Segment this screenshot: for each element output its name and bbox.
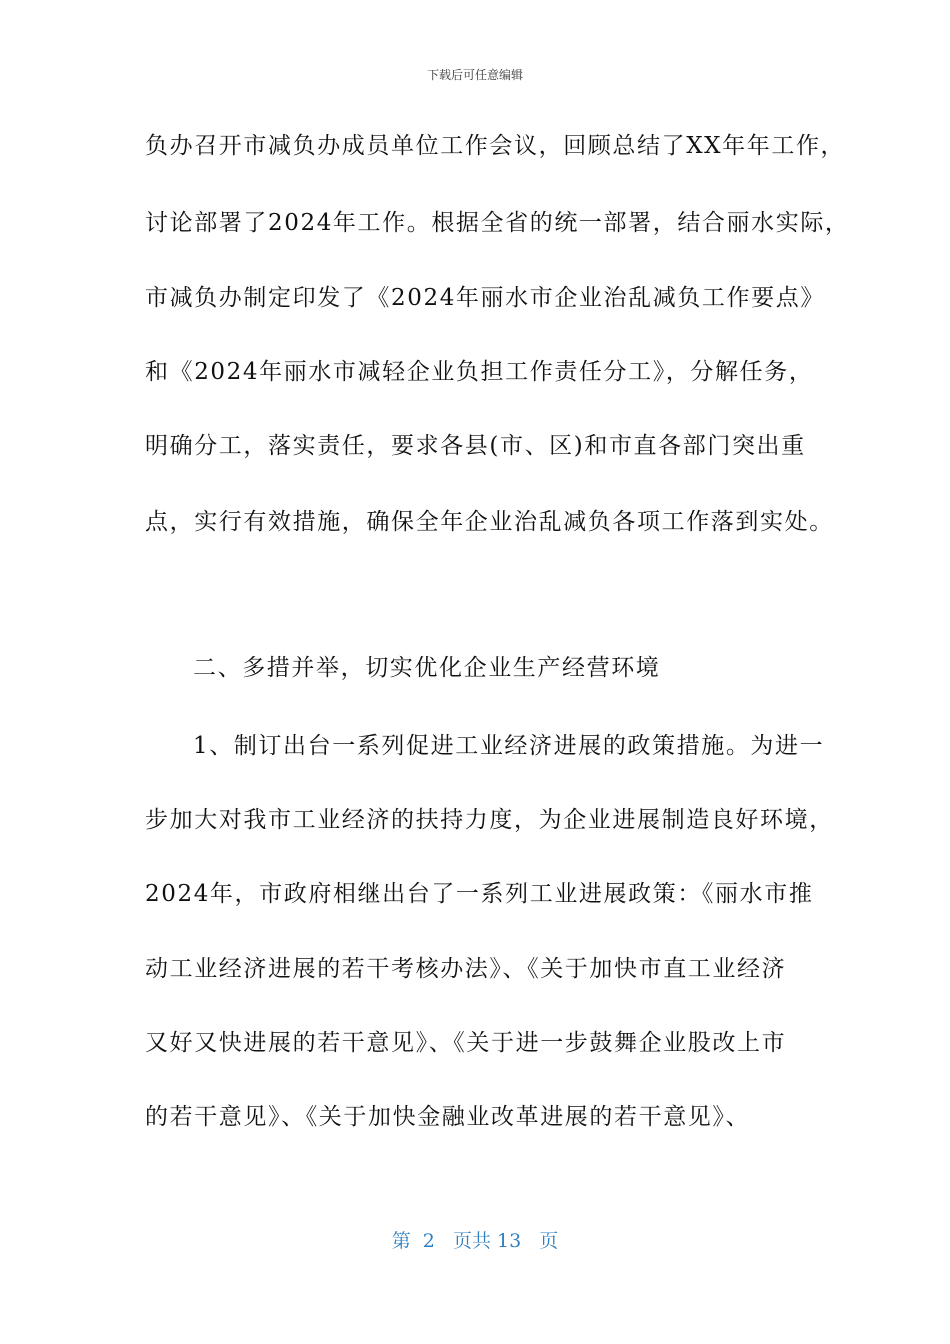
body-line-1: 负办召开市减负办成员单位工作会议，回顾总结了XX年年工作，: [145, 133, 846, 159]
para2-line-5: 又好又快进展的若干意见》、《关于进一步鼓舞企业股改上市: [145, 1030, 787, 1056]
body-line-3: 市减负办制定印发了《2024年丽水市企业治乱减负工作要点》: [145, 285, 825, 311]
body-line-6: 点，实行有效措施，确保全年企业治乱减负各项工作落到实处。: [145, 509, 834, 535]
page-number-footer: 第 2 页共 13 页: [391, 1230, 559, 1252]
para2-line-3: 2024年，市政府相继出台了一系列工业进展政策：《丽水市推: [145, 881, 814, 907]
para2-line-1: 1、制订出台一系列促进工业经济进展的政策措施。为进一: [193, 733, 825, 759]
para2-line-4: 动工业经济进展的若干考核办法》、《关于加快市直工业经济: [145, 956, 787, 982]
body-line-5: 明确分工，落实责任，要求各县(市、区)和市直各部门突出重: [145, 433, 806, 459]
section-heading: 二、多措并举，切实优化企业生产经营环境: [193, 655, 661, 681]
body-line-4: 和《2024年丽水市减轻企业负担工作责任分工》，分解任务，: [145, 359, 814, 385]
para2-line-6: 的若干意见》、《关于加快金融业改革进展的若干意见》、: [145, 1104, 751, 1130]
header-note: 下载后可任意编辑: [426, 68, 523, 82]
para2-line-2: 步加大对我市工业经济的扶持力度，为企业进展制造良好环境，: [145, 807, 834, 833]
body-line-2: 讨论部署了2024年工作。根据全省的统一部署，结合丽水实际，: [145, 210, 850, 236]
